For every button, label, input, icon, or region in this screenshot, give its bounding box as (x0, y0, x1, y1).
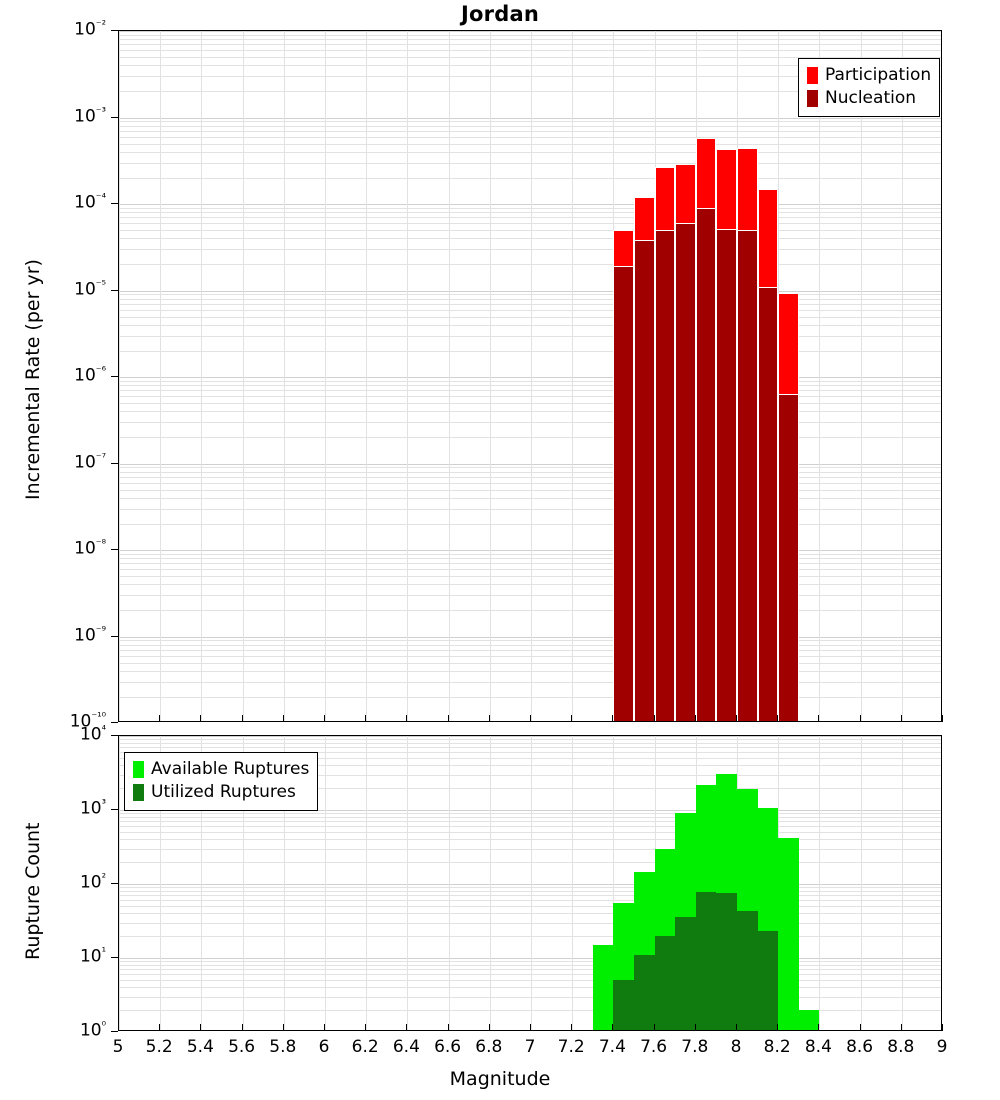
top-x-tick (448, 715, 449, 722)
top-x-tick (736, 715, 737, 722)
legend-label-nucleation: Nucleation (825, 87, 917, 108)
bar-available-ruptures (552, 1030, 573, 1031)
bar-available-ruptures (593, 945, 614, 1031)
bar-available-ruptures (531, 1030, 552, 1031)
bottom-x-tick (283, 1024, 284, 1031)
top-y-tick-label: $10^{^{-9}}$ (74, 623, 106, 646)
bottom-x-tick (571, 1024, 572, 1031)
bar-nucleation (716, 229, 737, 722)
bar-utilized-ruptures (655, 936, 676, 1031)
top-y-tick-label: $10^{^{-10}}$ (69, 710, 106, 732)
legend-label-utilized-ruptures: Utilized Ruptures (151, 781, 296, 802)
bottom-x-tick (901, 1024, 902, 1031)
x-axis-tick-label: 8.2 (763, 1037, 791, 1057)
x-axis-tick-label: 6.8 (475, 1037, 503, 1057)
top-y-tick (111, 463, 118, 464)
bar-nucleation (696, 208, 717, 722)
top-y-tick (111, 722, 118, 723)
top-x-tick (571, 715, 572, 722)
bottom-x-tick (530, 1024, 531, 1031)
top-y-tick (111, 376, 118, 377)
bottom-y-tick (111, 735, 118, 736)
bar-nucleation (655, 230, 676, 722)
bar-nucleation (634, 240, 655, 722)
bar-utilized-ruptures (737, 911, 758, 1031)
top-y-tick (111, 290, 118, 291)
top-x-tick (242, 715, 243, 722)
bottom-x-tick (695, 1024, 696, 1031)
x-axis-tick-label: 7.6 (640, 1037, 668, 1057)
top-legend (798, 58, 940, 117)
top-x-tick (365, 715, 366, 722)
bottom-x-tick (406, 1024, 407, 1031)
page-title: Jordan (461, 2, 539, 26)
legend-item-utilized-ruptures (133, 781, 309, 804)
available-ruptures-swatch (133, 761, 144, 778)
x-axis-tick-label: 6.2 (351, 1037, 379, 1057)
x-axis-tick-label: 8.8 (887, 1037, 915, 1057)
top-x-tick (530, 715, 531, 722)
top-x-tick (324, 715, 325, 722)
top-x-tick (654, 715, 655, 722)
top-x-tick (818, 715, 819, 722)
x-axis-tick-label: 5.8 (269, 1037, 297, 1057)
utilized-ruptures-swatch (133, 784, 144, 801)
legend-label-available-ruptures: Available Ruptures (151, 759, 310, 779)
top-x-tick (860, 715, 861, 722)
bottom-x-tick (200, 1024, 201, 1031)
top-x-tick (942, 715, 943, 722)
bottom-x-tick (324, 1024, 325, 1031)
bottom-y-tick-label: $10^{^1}$ (79, 945, 106, 967)
bar-nucleation (613, 266, 634, 722)
top-y-axis-title: Incremental Rate (per yr) (22, 259, 44, 500)
top-x-tick (200, 715, 201, 722)
x-axis-tick-label: 7.2 (557, 1037, 585, 1057)
x-axis-tick-label: 7.4 (598, 1037, 626, 1057)
top-y-tick (111, 117, 118, 118)
x-axis-tick-label: 9 (936, 1037, 948, 1057)
top-x-tick (777, 715, 778, 722)
x-axis-tick-label: 5 (112, 1037, 124, 1057)
top-y-tick-label: $10^{^{-7}}$ (74, 450, 106, 473)
bottom-x-tick (654, 1024, 655, 1031)
bottom-y-tick-label: $10^{^4}$ (79, 723, 106, 745)
bottom-x-tick (118, 1024, 119, 1031)
top-x-tick (283, 715, 284, 722)
bottom-x-tick (942, 1024, 943, 1031)
legend-item-participation (807, 64, 931, 87)
bar-nucleation (675, 223, 696, 722)
bottom-y-tick-label: $10^{^0}$ (79, 1019, 106, 1041)
bottom-y-axis-title: Rupture Count (22, 822, 44, 960)
bottom-x-tick (159, 1024, 160, 1031)
incremental-rate-plot (118, 30, 942, 722)
bottom-x-tick (242, 1024, 243, 1031)
bottom-x-tick (818, 1024, 819, 1031)
bar-utilized-ruptures (778, 1030, 799, 1031)
bar-nucleation (778, 394, 799, 722)
bottom-y-tick (111, 957, 118, 958)
top-x-tick (118, 715, 119, 722)
bottom-x-tick (736, 1024, 737, 1031)
top-x-tick (159, 715, 160, 722)
x-axis-tick-label: 7.8 (681, 1037, 709, 1057)
top-y-tick (111, 549, 118, 550)
top-x-tick (901, 715, 902, 722)
top-y-tick-label: $10^{^{-3}}$ (74, 104, 106, 127)
bottom-y-tick (111, 883, 118, 884)
x-axis-tick-label: 5.2 (145, 1037, 173, 1057)
x-axis-tick-label: 6 (318, 1037, 330, 1057)
bar-utilized-ruptures (696, 892, 717, 1031)
top-y-tick-label: $10^{^{-8}}$ (74, 537, 106, 559)
legend-item-available-ruptures (133, 758, 309, 781)
bar-utilized-ruptures (716, 893, 737, 1031)
bottom-y-tick-label: $10^{^2}$ (79, 871, 106, 893)
participation-swatch (807, 67, 818, 84)
x-axis-tick-label: 6.6 (434, 1037, 462, 1057)
top-x-tick (489, 715, 490, 722)
bottom-x-tick (365, 1024, 366, 1031)
bottom-x-tick (612, 1024, 613, 1031)
nucleation-swatch (807, 90, 818, 107)
x-axis-tick-label: 8 (730, 1037, 742, 1057)
bar-utilized-ruptures (634, 955, 655, 1031)
x-axis-tick-label: 5.4 (186, 1037, 214, 1057)
legend-label-participation: Participation (825, 65, 932, 85)
legend-item-nucleation (807, 87, 931, 110)
bottom-x-tick (860, 1024, 861, 1031)
bottom-y-tick (111, 1031, 118, 1032)
x-axis-tick-label: 8.4 (804, 1037, 832, 1057)
x-axis-tick-label: 5.6 (228, 1037, 256, 1057)
bottom-y-tick-label: $10^{^3}$ (79, 797, 106, 819)
top-y-tick-label: $10^{^{-5}}$ (74, 277, 106, 300)
x-axis-tick-label: 7 (524, 1037, 536, 1057)
bottom-x-tick (777, 1024, 778, 1031)
top-y-tick-label: $10^{^{-6}}$ (74, 364, 106, 386)
bar-nucleation (758, 287, 779, 722)
top-x-tick (406, 715, 407, 722)
top-y-tick-label: $10^{^{-2}}$ (74, 18, 106, 40)
bar-utilized-ruptures (613, 980, 634, 1031)
x-axis-tick-label: 6.4 (392, 1037, 420, 1057)
bar-available-ruptures (799, 1010, 820, 1031)
bar-utilized-ruptures (675, 917, 696, 1031)
x-axis-title: Magnitude (449, 1068, 551, 1090)
bar-utilized-ruptures (758, 931, 779, 1031)
bottom-y-tick (111, 809, 118, 810)
bottom-legend (124, 752, 318, 811)
bottom-x-tick (448, 1024, 449, 1031)
bar-nucleation (737, 230, 758, 722)
top-x-tick (695, 715, 696, 722)
top-y-tick (111, 203, 118, 204)
x-axis-tick-label: 8.6 (846, 1037, 874, 1057)
bar-available-ruptures (778, 838, 799, 1031)
bottom-x-tick (489, 1024, 490, 1031)
top-y-tick-label: $10^{^{-4}}$ (74, 191, 106, 213)
top-x-tick (612, 715, 613, 722)
bar-available-ruptures (572, 1030, 593, 1031)
top-y-tick (111, 636, 118, 637)
top-y-tick (111, 30, 118, 31)
